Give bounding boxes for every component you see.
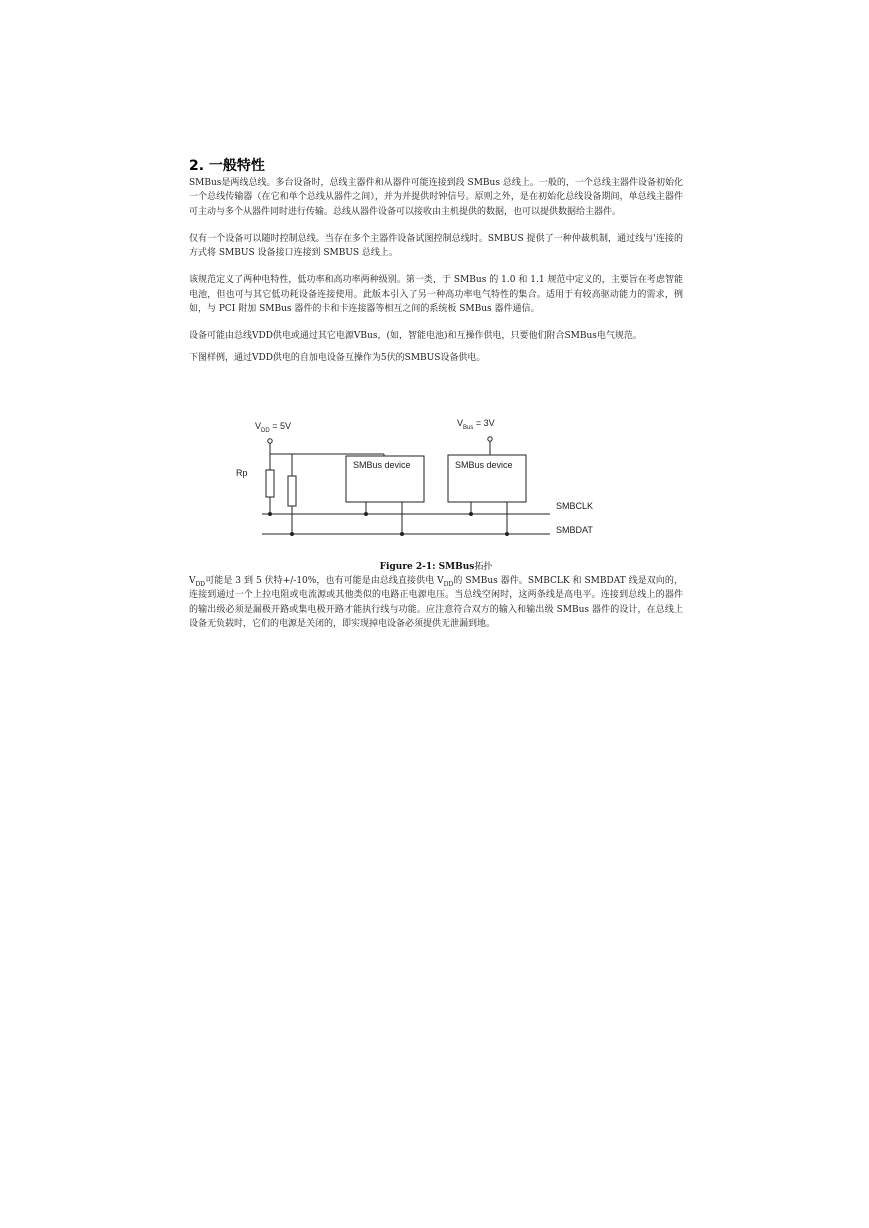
paragraph-4: 设备可能由总线VDD供电或通过其它电源VBus，(如，智能电池)和互操作供电，只要他们附合SMBus电气规范。 [189,331,642,342]
junction-dot [364,512,368,516]
junction-dot [268,512,272,516]
junction-dot [290,532,294,536]
caption-text: 拓扑 [474,562,493,572]
smbus-topology-diagram [232,414,602,562]
rp2-resistor [288,476,296,506]
post-figure-text [189,574,683,631]
smbclk-label: SMBCLK [556,501,594,511]
smbdat-label: SMBDAT [556,525,593,535]
vdd-label: $V_{DD} = 5V$ [255,421,291,434]
rp1-resistor [266,470,274,497]
caption-label: Figure 2-1: SMBus [379,562,475,572]
vdd-subscript: DD [443,580,454,588]
paragraph-5: 下图样例，通过VDD供电的自加电设备互操作为5伏的SMBUS设备供电。 [189,352,486,363]
smbus-topology-svg [232,414,602,562]
rp-label: Rp [236,468,248,478]
vbus-label: $V_{Bus} = 3V$ [457,418,495,431]
junction-dot [400,532,404,536]
figure-caption [189,561,683,573]
section-heading: 2. 一般特性 [189,158,265,174]
paragraph-6 [189,574,683,631]
junction-dot [469,512,473,516]
vdd-terminal [268,439,272,443]
device-2-label: SMBus device [455,460,513,470]
vbus-terminal [488,437,492,441]
vdd-subscript: DD [195,580,206,588]
junction-dot [505,532,509,536]
paragraph-6-part-1: 可能是 3 到 5 伏特+/-10%，也有可能是由总线直接供电 V [205,576,444,586]
paragraph-2: 仅有一个设备可以随时控制总线。当存在多个主器件设备试图控制总线时。SMBUS 提供了一种仲裁机制，通过线与'连接的方式将 SMBUS 设备接口连接到 SMBUS 总线上。 [189,233,683,259]
paragraph-6-part-2: 的 SMBus 器件。SMBCLK 和 SMBDAT 线是双向的，连接到通过一个上拉电阻或电流源或其他类似的电路正电源电压。当总线空闲时，这两条线是高电平。连接到总线上的器件的输出级必须是漏极开路或集电极开路才能执行线与功能。应注意符合双方的输入和输出级 SMBus 器件的设计，在总线上设备无负载时，它们的电源是关闭的，即实现掉电设备必须提供无泄漏到地。 [189,576,683,629]
paragraph-1: SMBus是两线总线。多台设备时，总线主器件和从器件可能连接到段 SMBus 总线上。一般的，一个总线主器件设备初始化一个总线传输器（在它和单个总线从器件之间），并为并提供时钟信号。原则之外，是在初始化总线设备期间，单总线主器件可主动与多个从器件同时进行传输。总线从器件设备可以接收由主机提供的数据，也可以提供数据给主器件。 [189,178,683,217]
vdd-symbol: V [189,576,196,586]
paragraph-3: 该规范定义了两种电特性，低功率和高功率两种级别。第一类，于 SMBus 的 1.0 和 1.1 规范中定义的，主要旨在考虑智能电池，但也可与其它低功耗设备连接使用。此版本引入了另一种高功率电气特性的集合。适用于有较高驱动能力的需求，例如，与 PCI 附加 SMBus 器件的卡和卡连接器等相互之间的系统板 SMBus 器件通信。 [189,275,683,315]
device-1-label: SMBus device [353,460,411,470]
document-body [189,158,683,365]
